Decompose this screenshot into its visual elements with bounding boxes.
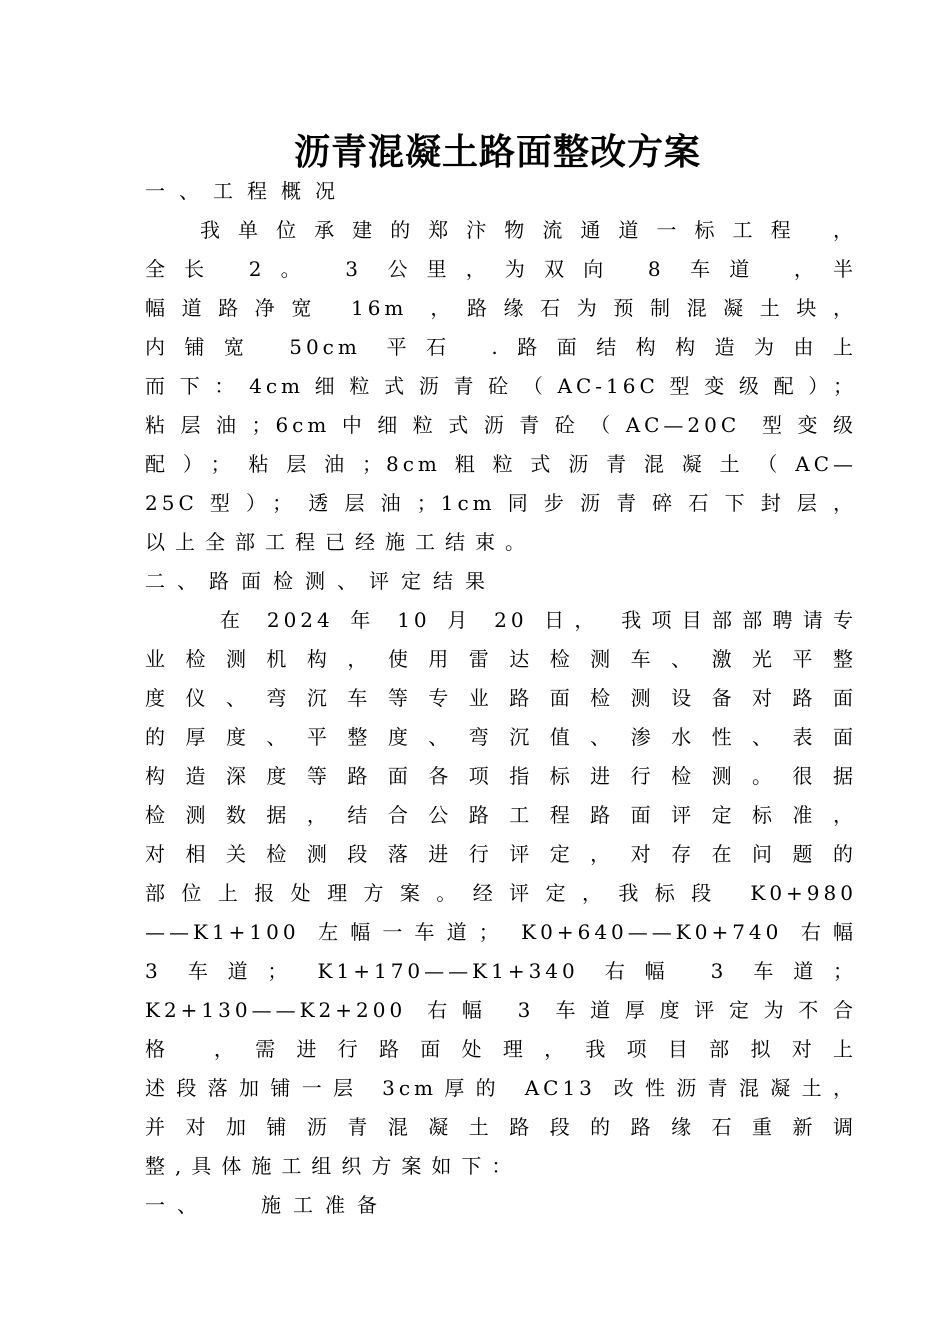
paragraph-line: 构造深度等路面各项指标进行检测。很据 xyxy=(145,764,857,788)
section-heading-overview: 一、工程概况 xyxy=(145,179,349,203)
paragraph-line: 以上全部工程已经施工结束。 xyxy=(145,530,535,554)
section-heading-preparation xyxy=(145,1189,857,1228)
paragraph-line: 述段落加铺一层 3cm厚的 AC13 改性沥青混凝土， xyxy=(145,1076,857,1100)
paragraph-line: 粘层油；6cm中细粒式沥青砼（AC—20C 型变级 xyxy=(145,413,857,437)
paragraph-line: ——K1+100 左幅一车道； K0+640——K0+740 右幅 xyxy=(145,920,857,944)
paragraph-line: 在 2024 年 10 月 20 日， 我项目部部聘请专 xyxy=(220,608,857,632)
paragraph-line: 25C型）；透层油；1cm同步沥青碎石下封层， xyxy=(145,491,857,515)
paragraph-line: 部位上报处理方案。经评定，我标段 K0+980 xyxy=(145,881,857,905)
document-title: 沥青混凝土路面整改方案 xyxy=(293,131,701,173)
paragraph-line: 的厚度、平整度、弯沉值、渗水性、表面 xyxy=(145,725,857,749)
paragraph-line: 全长 2。 3 公里，为双向 8 车道 ，半 xyxy=(145,257,857,281)
paragraph-line: 我单位承建的郑汴物流通道一标工程 ， xyxy=(200,218,857,242)
paragraph-line: 3 车道； K1+170——K1+340 右幅 3 车道； xyxy=(145,959,857,983)
section-number: 一、 xyxy=(145,1193,209,1217)
paragraph-line: 业检测机构，使用雷达检测车、激光平整 xyxy=(145,647,857,671)
paragraph-line: K2+130——K2+200 右幅 3 车道厚度评定为不合 xyxy=(145,998,857,1022)
paragraph-line: 而下：4cm细粒式沥青砼（AC-16C型变级配）； xyxy=(145,374,857,398)
paragraph-line: 配）；粘层油；8cm粗粒式沥青混凝土（AC— xyxy=(145,452,857,476)
section-title: 施工准备 xyxy=(261,1193,389,1217)
section-heading-results: 二、路面检测、评定结果 xyxy=(145,569,497,593)
paragraph-line: 幅道路净宽 16m ，路缘石为预制混凝土块， xyxy=(145,296,857,320)
document-body xyxy=(145,175,857,1228)
paragraph-line: 格 ，需进行路面处理，我项目部拟对上 xyxy=(145,1037,857,1061)
paragraph-line: 对相关检测段落进行评定，对存在问题的 xyxy=(145,842,857,866)
paragraph-line: 并对加铺沥青混凝土路段的路缘石重新调 xyxy=(145,1115,857,1139)
paragraph-line: 内铺宽 50cm 平石 .路面结构构造为由上 xyxy=(145,335,857,359)
paragraph-line: 度仪、弯沉车等专业路面检测设备对路面 xyxy=(145,686,857,710)
paragraph-line: 整,具体施工组织方案如下： xyxy=(145,1154,522,1178)
paragraph-line: 检测数据，结合公路工程路面评定标准， xyxy=(145,803,857,827)
